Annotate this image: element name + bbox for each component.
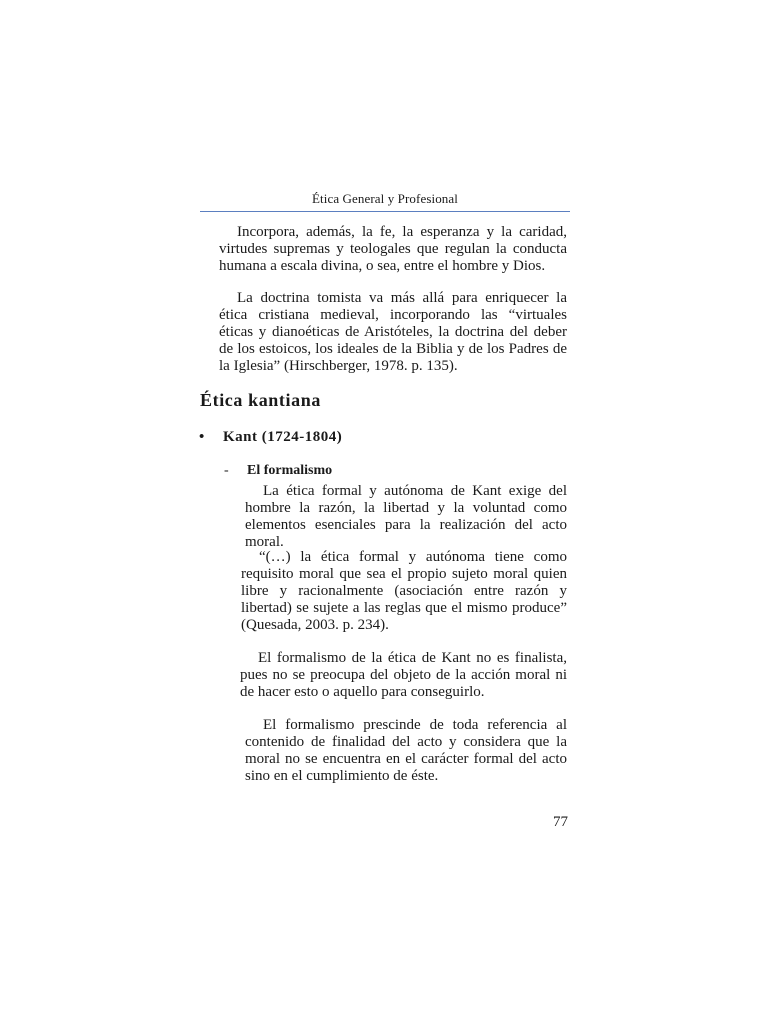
paragraph-tomist-doctrine: La doctrina tomista va más allá para enriquecer la ética cristiana medieval, incorporando las “virtuales éticas y dianoéticas de Aristóteles, la doctrina del deber de los estoicos, los ideales de la Biblia y de los Padres de la Iglesia” (Hirschberger, 1978. p. 135).: [219, 290, 567, 374]
bullet-label: Kant (1724-1804): [223, 429, 343, 445]
paragraph-formal-ethics: La ética formal y autónoma de Kant exige del hombre la razón, la libertad y la voluntad como elementos esenciales para la realización del acto moral.: [245, 483, 567, 550]
paragraph-virtues: Incorpora, además, la fe, la esperanza y la caridad, virtudes supremas y teologales que regulan la conducta humana a escala divina, o sea, entre el hombre y Dios.: [219, 224, 567, 274]
bullet-icon: •: [199, 429, 205, 445]
header-rule: [200, 211, 570, 212]
running-header: Ética General y Profesional: [311, 191, 458, 206]
section-heading: Ética kantiana: [200, 390, 321, 410]
subheading-row: [224, 463, 332, 479]
paragraph-formal-character: El formalismo prescinde de toda referencia al contenido de finalidad del acto y considera que la moral no se encuentra en el carácter formal del acto sino en el cumplimiento de éste.: [245, 717, 567, 784]
paragraph-not-finalist: El formalismo de la ética de Kant no es finalista, pues no se preocupa del objeto de la acción moral ni de hacer esto o aquello para conseguirlo.: [240, 650, 567, 700]
bullet-item-kant: [199, 429, 342, 446]
dash-marker: -: [224, 463, 229, 478]
paragraph-quote-quesada: “(…) la ética formal y autónoma tiene como requisito moral que sea el propio sujeto moral quien libre y racionalmente (asociación entre razón y libertad) se sujete a las reglas que el mismo produce” (Quesada, 2003. p. 234).: [241, 549, 567, 633]
subheading: El formalismo: [247, 463, 333, 478]
page-number: 77: [553, 814, 568, 830]
